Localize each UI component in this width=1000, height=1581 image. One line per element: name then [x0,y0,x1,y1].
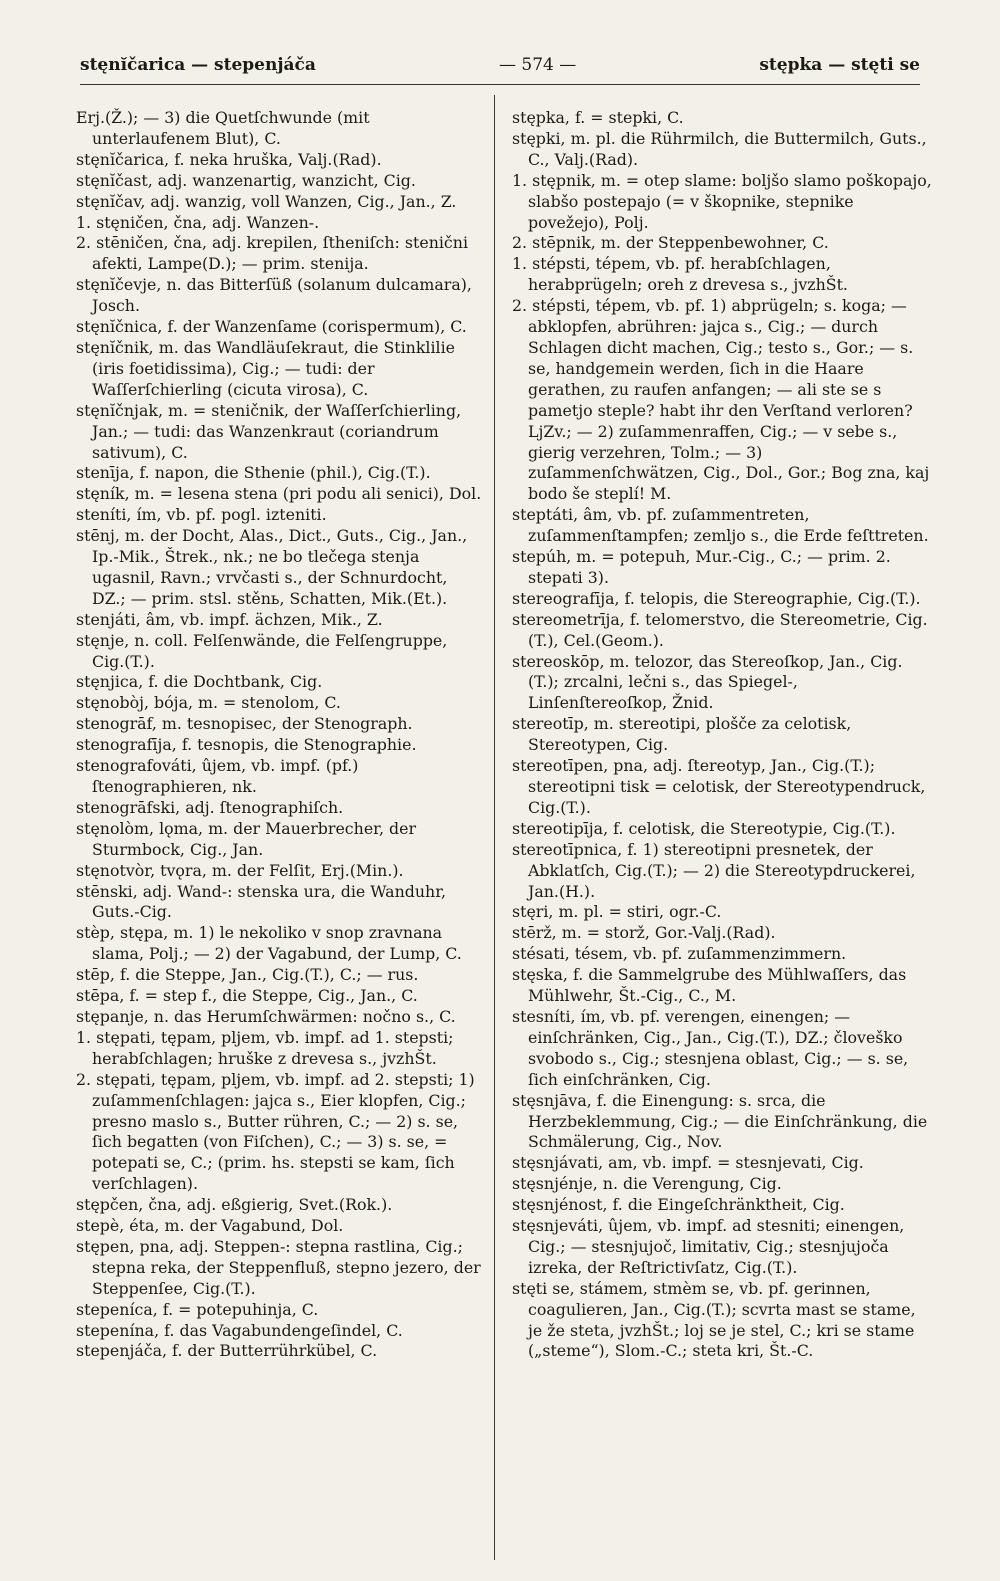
dictionary-entry: stereotīpnica, f. 1) stereotipni presnetek, der Abklatſch, Cig.(T.); — 2) die Stereotypdruckerei, Jan.(H.). [512,839,916,901]
right-column [512,108,932,1362]
dictionary-entry: 2. stépsti, tépem, vb. pf. 1) abprügeln; s. koga; — abklopfen, abrühren: jajca s., Cig.; — durch Schlagen dicht machen, Cig.; testo s., Gor.; — s. se, handgemein werden, ſich in die Haare gerathen, zu raufen anfangen; — ali ste se s pametjo steple? habt ihr den Verſtand verloren? LjZv.; — 2) zuſammenraffen, Cig.; — v sebe s., gierig verzehren, Tolm.; — 3) zuſammenſchwätzen, Cig., Dol., Gor.; Bog zna, kaj bodo še steplí! M. [512,296,930,504]
dictionary-entry: stęnĭčevje, n. das Bitterſüß (solanum dulcamara), Josch. [76,275,472,316]
dictionary-entry: stęsnjāva, f. die Einengung: s. srca, die Herzbeklemmung, Cig.; — die Einſchränkung, die Schmälerung, Cig., Nov. [512,1090,928,1152]
dictionary-entry: stereotīp, m. stereotipi, plošče za celotisk, Stereotypen, Cig. [512,714,852,755]
dictionary-entry: stereografīja, f. telopis, die Stereographie, Cig.(T.). [512,588,921,608]
dictionary-entry: stésati, tésem, vb. pf. zuſammenzimmern. [512,944,847,964]
dictionary-entry: stepenjáča, f. der Butterrührkübel, C. [76,1341,378,1361]
dictionary-entry: stęsnjénje, n. die Verengung, Cig. [512,1174,782,1194]
dictionary-entry: stesníti, ím, vb. pf. verengen, einengen; — einſchränken, Cig., Jan., Cig.(T.), DZ.; človeško svobodo s., Cig.; stesnjena oblast, Cig.; — s. se, ſich einſchränken, Cig. [512,1006,909,1089]
dictionary-entry: stęnjica, f. die Dochtbank, Cig. [76,672,323,692]
dictionary-entry: 2. stēničen, čna, adj. krepilen, ſtheniſch: stenični afekti, Lampe(D.); — prim. stenija. [76,233,468,274]
dictionary-entry: stępčen, čna, adj. eßgierig, Svet.(Rok.). [76,1195,393,1215]
dictionary-entry: stęska, f. die Sammelgrube des Mühlwaſſers, das Mühlwehr, Št.-Cig., C., M. [512,965,907,1006]
dictionary-entry: 1. stépsti, tépem, vb. pf. herabſchlagen, herabprügeln; oreh z drevesa s., jvzhŠt. [512,254,848,295]
header-left-guide: stęnĭčarica — stepenjáča [80,55,316,75]
dictionary-entry: stereoskōp, m. telozor, das Stereoſkop, Jan., Cig.(T.); zrcalni, lečni s., das Spiegel-, Linſenſtereoſkop, Žnid. [512,651,903,713]
dictionary-entry: steníti, ím, vb. pf. pogl. izteniti. [76,505,327,525]
dictionary-entry: stęsnjeváti, ûjem, vb. impf. ad stesniti; einengen, Cig.; — stesnjujoč, limitativ, Cig.; stesnjujoča izreka, der Reſtrictivſatz, Cig.(T.). [512,1216,905,1277]
dictionary-entry: 2. stępati, tępam, pljem, vb. impf. ad 2. stepsti; 1) zuſammenſchlagen: jajca s., Eier klopfen, Cig.; presno maslo s., Butter rühren, C.; — 2) s. se, ſich begatten (von Fiſchen), C.; — 3) s. se, = potepati se, C.; (prim. hs. stepsti se kam, ſich verſchlagen). [76,1069,475,1194]
dictionary-entry: stęnĭčast, adj. wanzenartig, wanzicht, Cig. [76,170,416,190]
dictionary-entry: stèp, stępa, m. 1) le nekoliko v snop zravnana slama, Polj.; — 2) der Vagabund, der Lump, C. [76,923,462,964]
dictionary-entry: stenogrāfski, adj. ſtenographiſch. [76,797,344,817]
dictionary-entry: stepenína, f. das Vagabundengeſindel, C. [76,1320,403,1340]
dictionary-entry: Erj.(Ž.); — 3) die Quetſchwunde (mit unterlaufenem Blut), C. [76,108,370,148]
dictionary-entry: stęnotvòr, tvǫra, m. der Felſit, Erj.(Min.). [76,860,404,880]
dictionary-entry: stereotipīja, f. celotisk, die Stereotypie, Cig.(T.). [512,818,896,838]
dictionary-entry: stērž, m. = storž, Gor.-Valj.(Rad). [512,923,776,943]
dictionary-entry: stęník, m. = lesena stena (pri podu ali senici), Dol. [76,484,482,504]
dictionary-entry: stępanje, n. das Herumſchwärmen: nočno s., C. [76,1006,456,1026]
dictionary-entry: stępki, m. pl. die Rührmilch, die Buttermilch, Guts., C., Valj.(Rad). [512,128,927,169]
dictionary-entry: stereometrīja, f. telomerstvo, die Stereometrie, Cig.(T.), Cel.(Geom.). [512,609,928,650]
dictionary-entry: 1. stępati, tępam, pljem, vb. impf. ad 1. stepsti; herabſchlagen; hruške z drevesa s., jvzhŠt. [76,1027,454,1068]
dictionary-entry: stęnobòj, bója, m. = stenolom, C. [76,693,341,713]
dictionary-entry: stępka, f. = stepki, C. [512,108,684,127]
column-divider [494,95,495,1560]
dictionary-entry: stepúh, m. = potepuh, Mur.-Cig., C.; — prim. 2. stepati 3). [512,547,891,587]
dictionary-entry: stepè, éta, m. der Vagabund, Dol. [76,1216,344,1236]
dictionary-entry: stęnĭčav, adj. wanzig, voll Wanzen, Cig., Jan., Z. [76,191,457,211]
dictionary-entry: stepeníca, f. = potepuhinja, C. [76,1299,319,1319]
dictionary-entry: stēnj, m. der Docht, Alas., Dict., Guts., Cig., Jan., Ip.-Mik., Štrek., nk.; ne bo tlečega stenja ugasnil, Ravn.; vrvčasti s., der Schnurdocht, DZ.; — prim. stsl. stěnь, Schatten, Mik.(Et.). [76,526,468,608]
dictionary-entry: stęnĭčarica, f. neka hruška, Valj.(Rad). [76,149,382,169]
left-column [76,108,482,1362]
dictionary-entry: stęti se, stámem, stmèm se, vb. pf. gerinnen, coagulieren, Jan., Cig.(T.); scvrta mast se stame, je že steta, jvzhŠt.; loj se je stel, C.; kri se stame („steme“), Slom.-C.; steta kri, Št.-C. [512,1278,916,1361]
dictionary-entry: stęnĭčnjak, m. = steničnik, der Waſſerſchierling, Jan.; — tudi: das Wanzenkraut (coriandrum sativum), C. [76,400,462,462]
dictionary-entry: stereotīpen, pna, adj. ſtereotyp, Jan., Cig.(T.); stereotipni tisk = celotisk, der Stereotypendruck, Cig.(T.). [512,756,926,817]
dictionary-entry: stēpa, f. = step f., die Steppe, Cig., Jan., C. [76,986,418,1006]
dictionary-entry: stęnolòm, lǫma, m. der Mauerbrecher, der Sturmbock, Cig., Jan. [76,818,417,859]
dictionary-entry: stenjáti, âm, vb. impf. ächzen, Mik., Z. [76,609,383,629]
dictionary-entry: steptáti, âm, vb. pf. zuſammentreten, zuſammenſtampfen; zemljo s., die Erde feſttreten. [512,505,929,546]
dictionary-entry: 1. stęničen, čna, adj. Wanzen-. [76,212,320,232]
dictionary-entry: stęsnjávati, am, vb. impf. = stesnjevati, Cig. [512,1153,864,1173]
dictionary-entry: stępen, pna, adj. Steppen-: stepna rastlina, Cig.; stepna reka, der Steppenfluß, stepno jezero, der Steppenſee, Cig.(T.). [76,1236,481,1298]
dictionary-entry: stęnĭčnik, m. das Wandläuſekraut, die Stinklilie (iris foetidissima), Cig.; — tudi: der Waſſerſchierling (cicuta virosa), C. [76,337,455,399]
dictionary-entry: stenografīja, f. tesnopis, die Stenographie. [76,735,417,755]
dictionary-entry: stęnje, n. coll. Felſenwände, die Felſengruppe, Cig.(T.). [76,630,448,671]
dictionary-entry: 2. stēpnik, m. der Steppenbewohner, C. [512,233,829,253]
dictionary-entry: stęnĭčnica, f. der Wanzenſame (corispermum), C. [76,317,467,337]
header-right-guide: stępka — stęti se [759,55,920,75]
running-header [80,50,920,80]
dictionary-entry: stenografováti, ûjem, vb. impf. (pf.) ſtenographieren, nk. [76,756,359,796]
dictionary-entry: stēp, f. die Steppe, Jan., Cig.(T.), C.; — rus. [76,965,419,985]
dictionary-entry: 1. stępnik, m. = otep slame: boljšo slamo poškopajo, slabšo postepajo (= v škopnike, stepnike povežejo), Polj. [512,170,932,232]
dictionary-entry: stęsnjénost, f. die Eingeſchränktheit, Cig. [512,1195,845,1215]
dictionary-entry: stęri, m. pl. = stiri, ogr.-C. [512,902,722,922]
dictionary-entry: stenīja, f. napon, die Sthenie (phil.), Cig.(T.). [76,463,431,483]
page-number: — 574 — [498,55,577,75]
dictionary-entry: stēnski, adj. Wand-: stenska ura, die Wanduhr, Guts.-Cig. [76,881,447,922]
header-rule [80,84,920,85]
dictionary-entry: stenogrāf, m. tesnopisec, der Stenograph. [76,714,413,734]
